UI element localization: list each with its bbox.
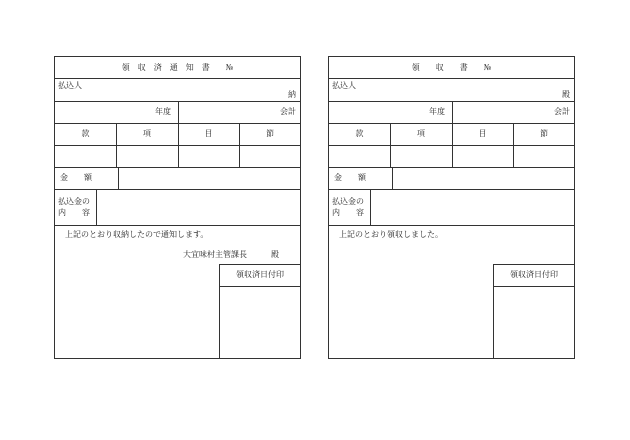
divider bbox=[220, 286, 300, 287]
divider bbox=[55, 225, 300, 226]
receipt-form bbox=[328, 56, 575, 359]
notice-form bbox=[54, 56, 301, 359]
payer-suffix: 納 bbox=[288, 90, 296, 99]
account-label: 会計 bbox=[280, 107, 296, 116]
divider bbox=[329, 145, 574, 146]
divider bbox=[329, 189, 574, 190]
content-label: 払込金の bbox=[58, 197, 90, 206]
column-header-kou: 項 bbox=[417, 129, 425, 138]
notice-message: 上記のとおり収納したので通知します。 bbox=[65, 230, 209, 239]
divider bbox=[494, 286, 574, 287]
divider bbox=[118, 167, 119, 189]
divider bbox=[55, 145, 300, 146]
divider bbox=[329, 78, 574, 79]
notice-title: 領 収 済 通 知 書 № bbox=[121, 63, 234, 72]
divider bbox=[329, 167, 574, 168]
account-label: 会計 bbox=[554, 107, 570, 116]
stamp-label: 領収済日付印 bbox=[236, 270, 284, 279]
amount-label: 金 額 bbox=[334, 173, 366, 182]
amount-label: 金 額 bbox=[60, 173, 92, 182]
payer-label: 払込人 bbox=[58, 81, 82, 90]
divider bbox=[392, 167, 393, 189]
column-header-kou: 項 bbox=[143, 129, 151, 138]
receipt-title: 領 収 書 № bbox=[411, 63, 492, 72]
divider bbox=[370, 189, 371, 225]
fiscal-year-label: 年度 bbox=[155, 107, 171, 116]
column-header-setsu: 節 bbox=[266, 129, 274, 138]
payer-label: 払込人 bbox=[332, 81, 356, 90]
receipt-stamp-box bbox=[219, 264, 301, 359]
column-header-moku: 目 bbox=[478, 129, 487, 138]
divider bbox=[55, 167, 300, 168]
content-label: 内 容 bbox=[58, 208, 90, 217]
divider bbox=[329, 225, 574, 226]
column-header-kan: 款 bbox=[355, 129, 364, 138]
divider bbox=[452, 101, 453, 123]
divider bbox=[55, 78, 300, 79]
fiscal-year-label: 年度 bbox=[429, 107, 445, 116]
recipient-line: 大宜味村主管課長 殿 bbox=[183, 250, 279, 259]
column-header-moku: 目 bbox=[204, 129, 213, 138]
receipt-message: 上記のとおり領収しました。 bbox=[339, 230, 443, 239]
stamp-label: 領収済日付印 bbox=[510, 270, 558, 279]
column-header-kan: 款 bbox=[81, 129, 90, 138]
divider bbox=[55, 189, 300, 190]
column-header-setsu: 節 bbox=[540, 129, 548, 138]
divider bbox=[178, 101, 179, 123]
divider bbox=[96, 189, 97, 225]
content-label: 払込金の bbox=[332, 197, 364, 206]
payer-suffix: 殿 bbox=[562, 90, 570, 99]
content-label: 内 容 bbox=[332, 208, 364, 217]
receipt-stamp-box bbox=[493, 264, 575, 359]
